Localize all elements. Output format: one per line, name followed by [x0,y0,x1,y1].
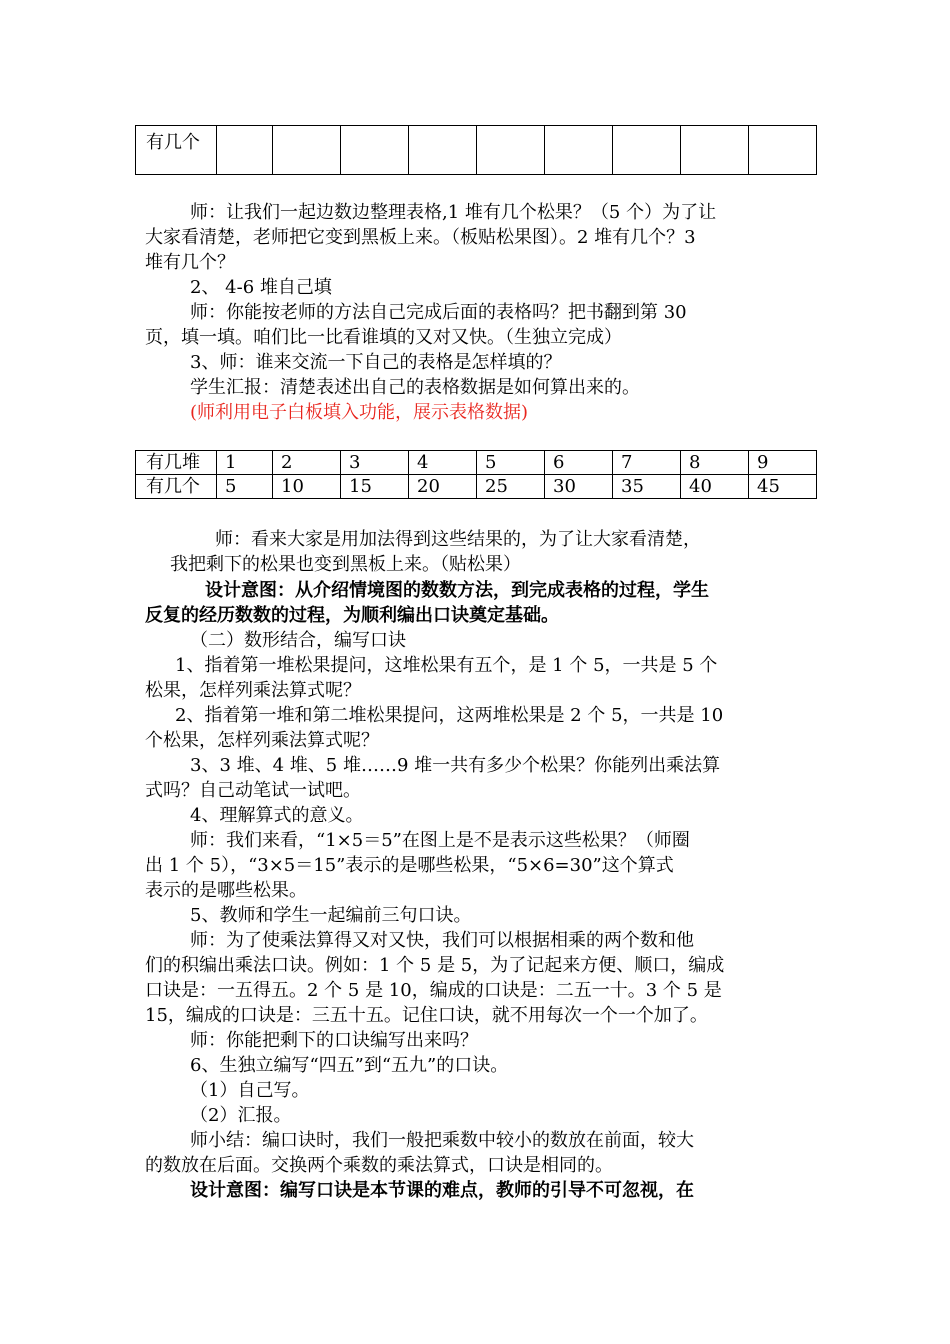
table-cell: 3 [341,451,409,475]
table-cell: 5 [477,451,545,475]
table-cell: 6 [545,451,613,475]
text-line: 师：我们来看，“1×5＝5”在图上是不是表示这些松果？（师圈 [190,830,690,851]
table-cell: 35 [613,475,681,499]
text-line: 15，编成的口诀是：三五十五。记住口诀，就不用每次一个一个加了。 [145,1005,708,1026]
text-line: 出 1 个 5），“3×5＝15”表示的是哪些松果，“5×6=30”这个算式 [145,855,674,876]
highlight-note: (师利用电子白板填入功能，展示表格数据) [190,402,529,423]
table-row [136,126,817,175]
text-line: （2）汇报。 [190,1105,292,1126]
table-cell [217,126,273,175]
table-cell: 9 [749,451,817,475]
text-line: 师：为了使乘法算得又对又快，我们可以根据相乘的两个数和他 [190,930,694,951]
text-line: 6、生独立编写“四五”到“五九”的口诀。 [190,1055,509,1076]
table-cell [341,126,409,175]
text-line: 式吗？自己动笔试一试吧。 [145,780,361,801]
text-line: 口诀是：一五得五。2 个 5 是 10，编成的口诀是：二五一十。3 个 5 是 [145,980,722,1001]
table-cell [613,126,681,175]
table-row [136,475,817,499]
text-line: 表示的是哪些松果。 [145,880,307,901]
text-line: 页，填一填。咱们比一比看谁填的又对又快。（生独立完成） [145,327,622,348]
text-line: 3、师：谁来交流一下自己的表格是怎样填的？ [190,352,562,373]
design-intent: 设计意图：从介绍情境图的数数方法，到完成表格的过程，学生 [205,580,709,601]
table-cell: 7 [613,451,681,475]
text-line: 5、教师和学生一起编前三句口诀。 [190,905,472,926]
table-cell: 1 [217,451,273,475]
text-line: 师：你能把剩下的口诀编写出来吗？ [190,1030,478,1051]
table-cell: 40 [681,475,749,499]
text-line: 2、指着第一堆和第二堆松果提问，这两堆松果是 2 个 5，一共是 10 [175,705,724,726]
table-cell: 45 [749,475,817,499]
data-table [135,450,817,499]
table-cell: 4 [409,451,477,475]
table-cell [409,126,477,175]
text-line: （1）自己写。 [190,1080,310,1101]
text-line: 个松果，怎样列乘法算式呢？ [145,730,379,751]
table-header-cell: 有几堆 [136,451,217,475]
top-table [135,125,817,175]
text-line: 1、指着第一堆松果提问，这堆松果有五个，是 1 个 5，一共是 5 个 [175,655,718,676]
text-line: 我把剩下的松果也变到黑板上来。（贴松果） [170,554,521,575]
text-line: 师小结：编口诀时，我们一般把乘数中较小的数放在前面，较大 [190,1130,694,1151]
design-intent: 设计意图：编写口诀是本节课的难点，教师的引导不可忽视，在 [190,1180,694,1201]
table-cell: 2 [273,451,341,475]
text-line: 4、理解算式的意义。 [190,805,364,826]
table-cell: 5 [217,475,273,499]
text-line: 3、3 堆、4 堆、5 堆……9 堆一共有多少个松果？你能列出乘法算 [190,755,721,776]
table-cell: 有几个 [136,126,217,175]
table-header-cell: 有几个 [136,475,217,499]
table-cell: 20 [409,475,477,499]
table-cell [477,126,545,175]
table-cell: 10 [273,475,341,499]
design-intent: 反复的经历数数的过程，为顺利编出口诀奠定基础。 [145,605,559,626]
text-line: 学生汇报：清楚表述出自己的表格数据是如何算出来的。 [190,377,640,398]
table-cell [545,126,613,175]
table-cell: 15 [341,475,409,499]
text-line: 的数放在后面。交换两个乘数的乘法算式，口诀是相同的。 [145,1155,613,1176]
text-line: 大家看清楚，老师把它变到黑板上来。（板贴松果图）。2 堆有几个？3 [145,227,696,248]
table-cell [749,126,817,175]
text-line: 师：让我们一起边数边整理表格,1 堆有几个松果？（5 个）为了让 [190,202,717,223]
text-line: 们的积编出乘法口诀。例如：1 个 5 是 5，为了记起来方便、顺口，编成 [145,955,725,976]
table-cell [273,126,341,175]
table-cell [681,126,749,175]
text-line: 2、 4-6 堆自己填 [190,277,332,298]
table-cell: 25 [477,475,545,499]
table-row [136,451,817,475]
text-line: 师：你能按老师的方法自己完成后面的表格吗？把书翻到第 30 [190,302,687,323]
table-cell: 8 [681,451,749,475]
text-line: 堆有几个？ [145,252,235,273]
text-line: 松果，怎样列乘法算式呢？ [145,680,361,701]
text-line: 师：看来大家是用加法得到这些结果的，为了让大家看清楚， [215,529,701,550]
section-heading: （二）数形结合，编写口诀 [190,630,406,651]
table-cell: 30 [545,475,613,499]
